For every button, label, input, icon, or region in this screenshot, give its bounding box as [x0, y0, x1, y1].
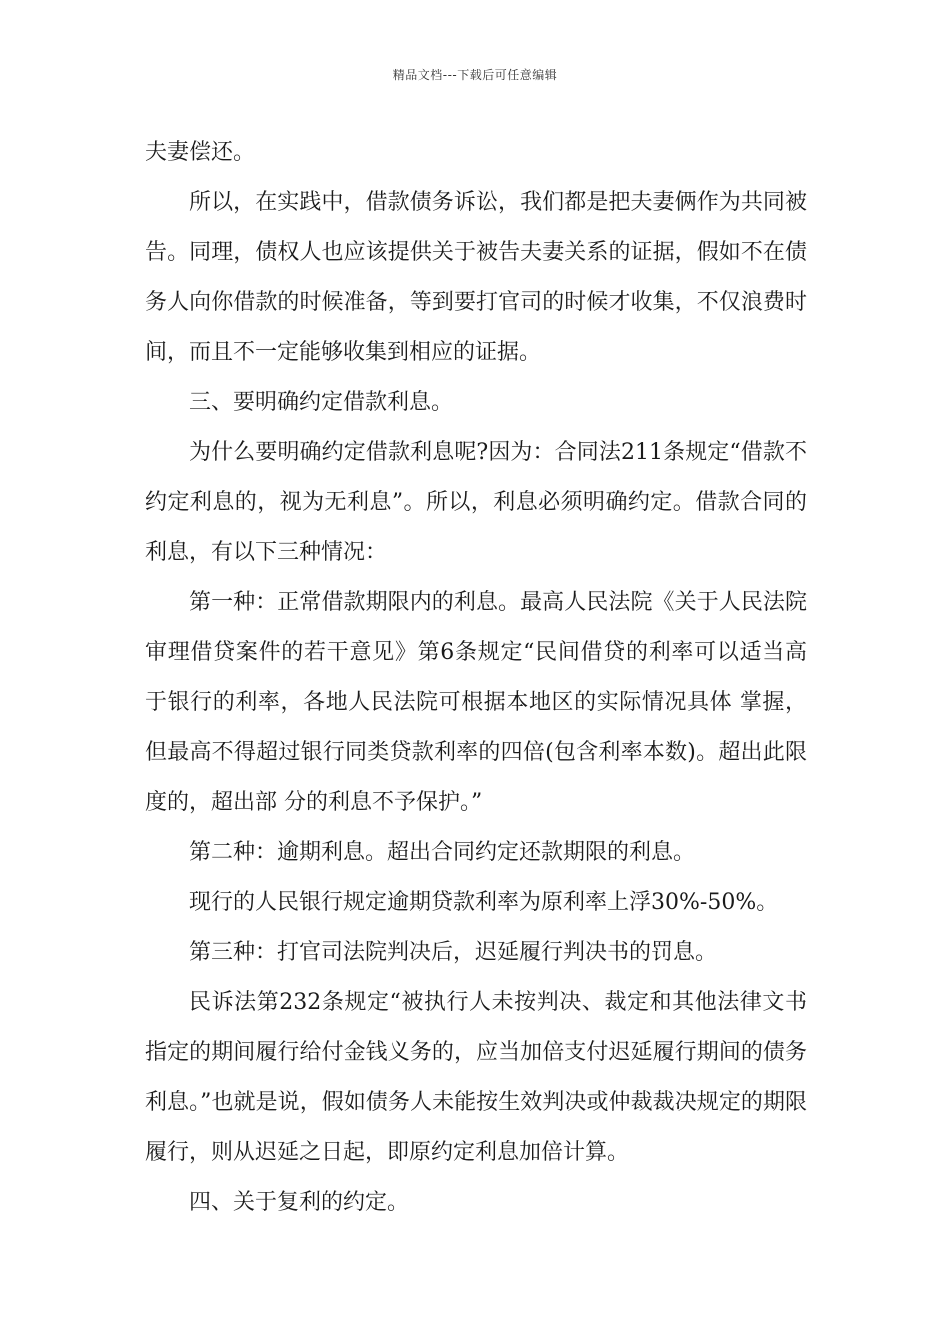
paragraph-overdue-rate: 现行的人民银行规定逾期贷款利率为原利率上浮30%-50%。	[189, 890, 779, 915]
page-header: 精品文档---下载后可任意编辑	[392, 68, 558, 82]
paragraph-continuation: 夫妻偿还。	[145, 140, 256, 165]
paragraph-civil-procedure: 民诉法第232条规定“被执行人未按判决、裁定和其他法律文书指定的期间履行给付金钱义务的，应当加倍支付迟延履行期间的债务利息。”也就是说，假如债务人未能按生效判决或仲裁裁决规定的期限履行，则从迟延之日起，即原约定利息加倍计算。	[145, 990, 807, 1165]
paragraph-co-defendants: 所以，在实践中，借款债务诉讼，我们都是把夫妻俩作为共同被告。同理，债权人也应该提供关于被告夫妻关系的证据，假如不在债务人向你借款的时候准备，等到要打官司的时候才收集，不仅浪费时间，而且不一定能够收集到相应的证据。	[145, 190, 807, 365]
paragraph-penalty-interest: 第三种：打官司法院判决后，迟延履行判决书的罚息。	[189, 940, 718, 965]
document-body	[145, 128, 807, 1228]
section-heading-interest: 三、要明确约定借款利息。	[189, 390, 454, 415]
paragraph-interest-reason: 为什么要明确约定借款利息呢?因为：合同法211条规定“借款不约定利息的，视为无利息”。所以，利息必须明确约定。借款合同的利息，有以下三种情况：	[145, 440, 807, 565]
paragraph-normal-interest: 第一种：正常借款期限内的利息。最高人民法院《关于人民法院审理借贷案件的若干意见》第6条规定“民间借贷的利率可以适当高于银行的利率，各地人民法院可根据本地区的实际情况具体 掌握，但最高不得超过银行同类贷款利率的四倍(包含利率本数)。超出此限度的，超出部 分的利息不予保护。”	[145, 590, 807, 815]
section-heading-compound-interest: 四、关于复利的约定。	[189, 1190, 410, 1215]
paragraph-overdue-interest: 第二种：逾期利息。超出合同约定还款期限的利息。	[189, 840, 696, 865]
